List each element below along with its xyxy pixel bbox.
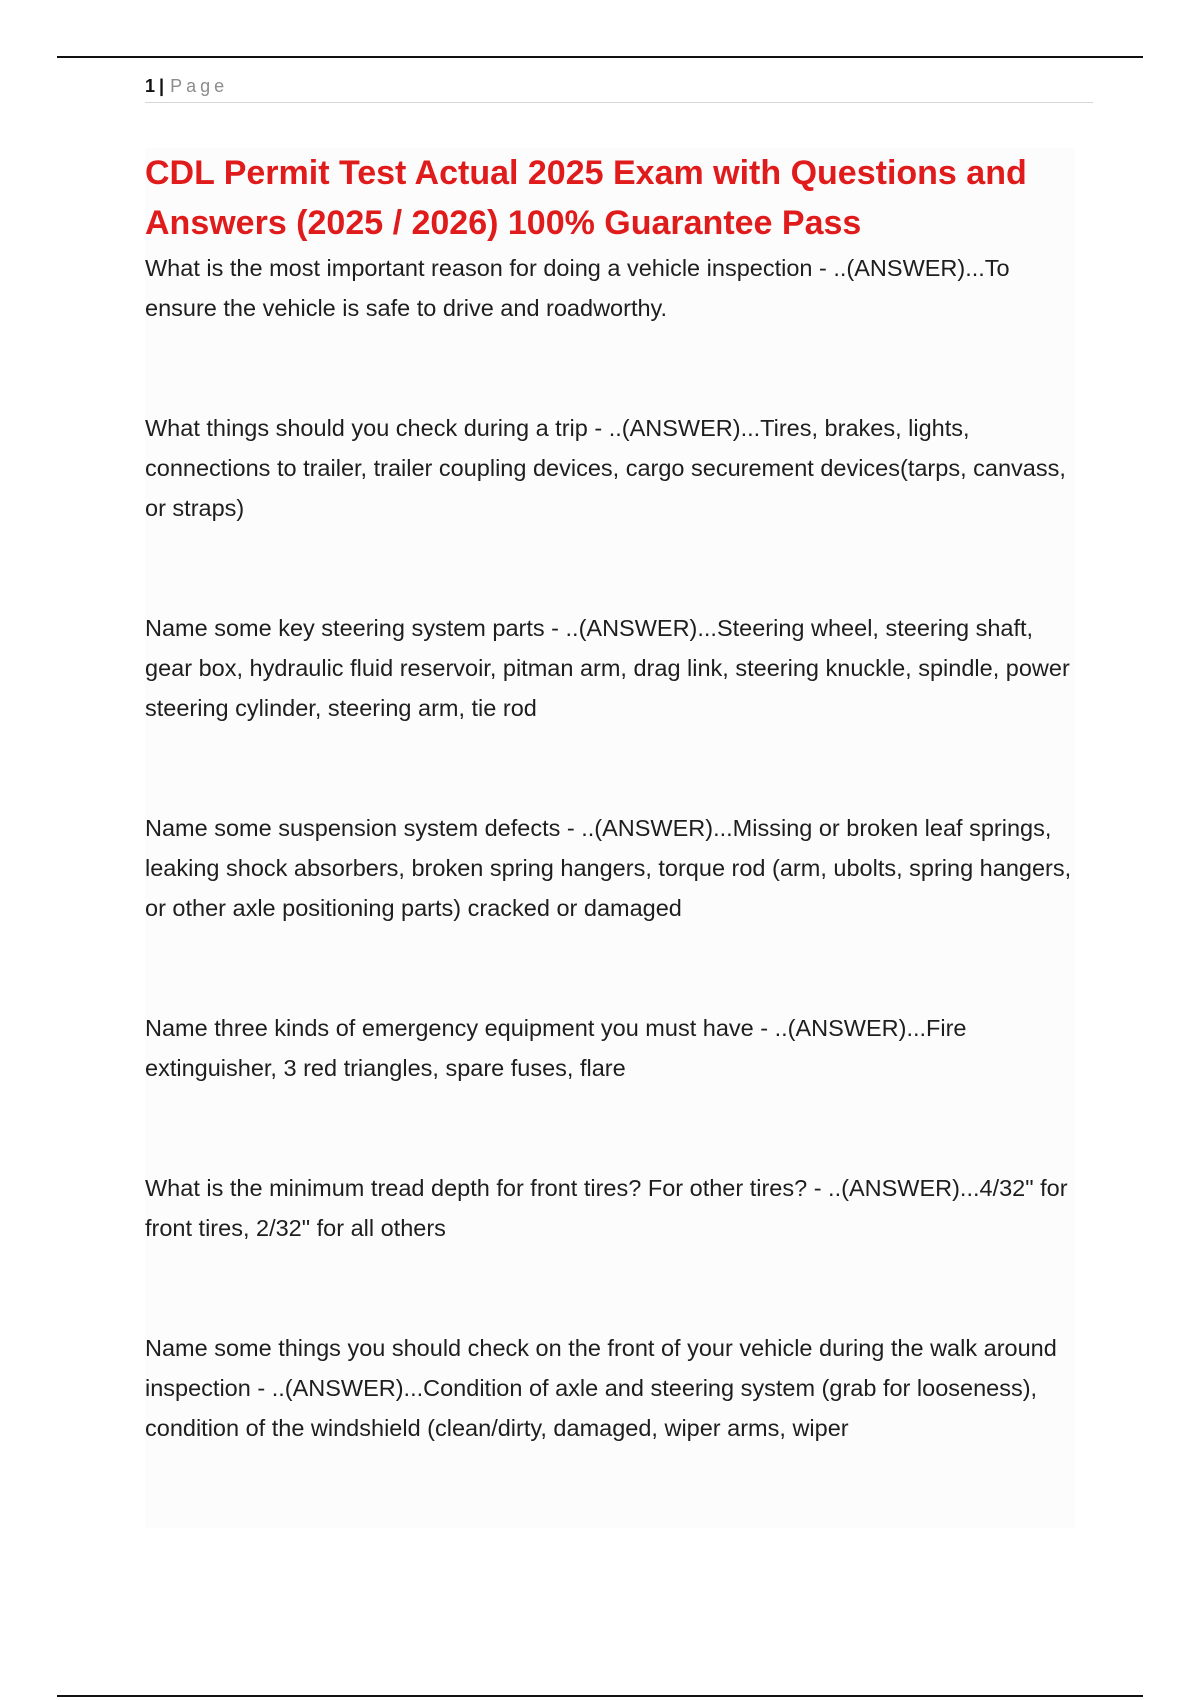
qa-item: Name some things you should check on the front of your vehicle during the walk around inspection - ..(ANSWER)...Condition of axle and steering system (grab for looseness), condition of the windshield (clean/dirty, damaged, wiper arms, wiper [145, 1335, 1057, 1441]
qa-item: What is the most important reason for doing a vehicle inspection - ..(ANSWER)...To ensure the vehicle is safe to drive and roadworthy. [145, 255, 1010, 321]
qa-item: Name some suspension system defects - ..(ANSWER)...Missing or broken leaf springs, leaking shock absorbers, broken spring hangers, torque rod (arm, ubolts, spring hangers, or other axle positioning parts) cracked or damaged [145, 815, 1072, 921]
document-title: CDL Permit Test Actual 2025 Exam with Questions and Answers (2025 / 2026) 100% Guarantee Pass [145, 154, 1027, 242]
page-bottom-rule [57, 1695, 1143, 1697]
page-number: 1 [145, 76, 156, 96]
qa-item: Name three kinds of emergency equipment you must have - ..(ANSWER)...Fire extinguisher, 3 red triangles, spare fuses, flare [145, 1015, 967, 1081]
document-body [145, 148, 1075, 1528]
qa-item: What things should you check during a trip - ..(ANSWER)...Tires, brakes, lights, connections to trailer, trailer coupling devices, cargo securement devices(tarps, canvass, or straps) [145, 415, 1066, 521]
qa-list [145, 248, 1075, 1448]
page-header-separator: | [159, 76, 165, 96]
qa-item: Name some key steering system parts - ..(ANSWER)...Steering wheel, steering shaft, gear box, hydraulic fluid reservoir, pitman arm, drag link, steering knuckle, spindle, power steering cylinder, steering arm, tie rod [145, 615, 1070, 721]
qa-item: What is the minimum tread depth for front tires? For other tires? - ..(ANSWER)...4/32" for front tires, 2/32" for all others [145, 1175, 1068, 1241]
page-header [145, 74, 1093, 103]
page-label: Page [170, 76, 229, 96]
page-top-rule [57, 56, 1143, 58]
